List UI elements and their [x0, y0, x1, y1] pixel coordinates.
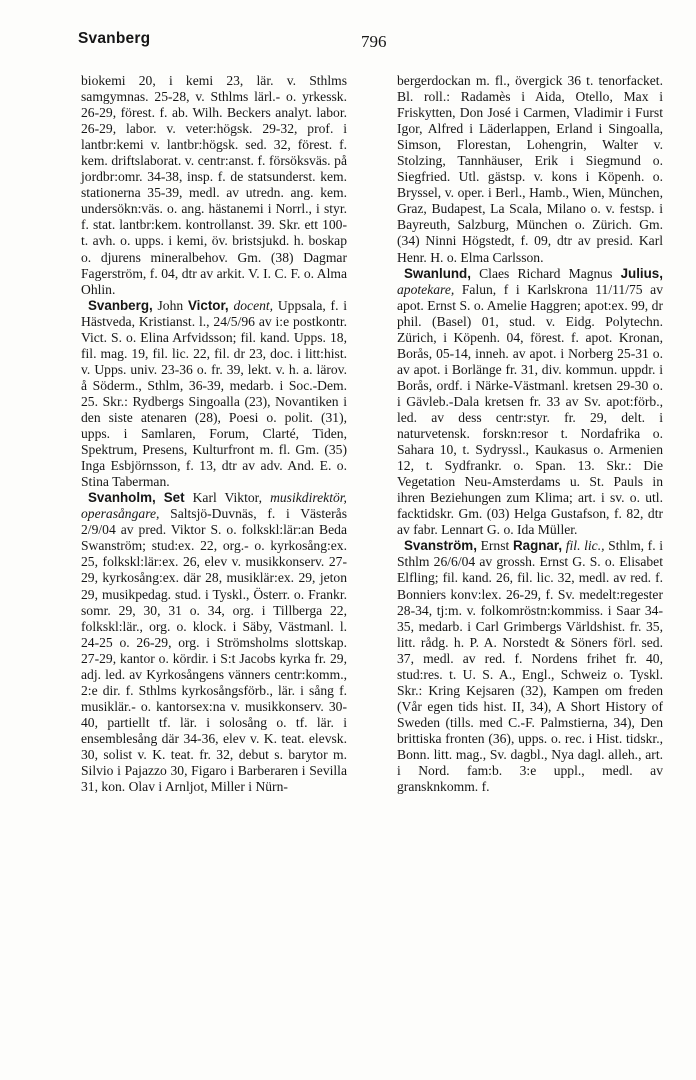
entry-svanholm	[81, 490, 347, 795]
entry-body: Falun, f i Karlskrona 11/11/75 av apot. Ernst S. o. Amelie Haggren; apot:ex. 99, dr phil. (Basel) 01, stud. v. Eidg. Polytechn. Zürich, i Köpenh. 04, förest. f. apot. Kronan, Borås, 05-14, inneh. av apot. i Norberg 25-31 o. av apot. i Borlänge fr. 31, div. kommun. uppdr. i Borås, ordf. i Närke-Västmanl. kretsen 29-30 o. i Gävleb.-Dala kretsen fr. 33 av Sv. apot:förb., led. av dess centr:styr. fr. 29, delt. i naturvetensk. forskn:resor t. Nordafrika o. Sahara 10, t. Sydryssl., Kaukasus o. Armenien 12, t. Sydfrankr. o. Span. 13. Skr.: Die Vegetation Neu-Amsterdams u. St. Pauls in ihren Beziehungen zum Klima; art. i sv. o. utl. facktidskr. Gm. (03) Helga Gustafson, f. 82, dtr av fabr. Lennart G. o. Ida Müller.	[397, 281, 663, 538]
right-column	[397, 73, 663, 795]
entry-first-names: Ernst	[480, 538, 510, 554]
entry-first-names: Claes Richard Magnus	[479, 265, 613, 281]
entry-given-name: Julius,	[620, 265, 663, 281]
entry-first-names: John	[157, 297, 184, 313]
entry-given-name: Set	[163, 490, 185, 506]
entry-given-name: Victor,	[187, 297, 229, 313]
entry-body: Saltsjö-Duvnäs, f. i Västerås 2/9/04 av pred. Viktor S. o. folkskl:lär:an Beda Swanström; stud:ex. 22, org.- o. kyrkosång:ex. 25, folkskl:lär:ex. 26, elev v. musikkonserv. 27-29, kyrkosång:ex. där 28, musiklär:ex. 29, jeton 29, musikpedag. stud. i Tyskl., Österr. o. Frankr. somr. 29, 30, 31 o. 34, org. i Tillberga 22, folkskl:lär., org. o. klock. i Säby, Västmanl. l. 24-25 o. 26-29, org. i Strömsholms slottskap. 27-29, kantor o. kördir. i S:t Jacobs kyrka fr. 29, adj. led. av Kyrkosångens vänners centr:komm., 2:e dir. f. Sthlms kyrkosångsförb., lär. i sång f. musiklär.- o. kantorsex:na v. musikkonserv. 30-40, partiellt tf. lär. i solosång o. tf. lär. i ensemblesång där 34-36, elev v. K. teat. elevsk. 30, solist v. K. teat. fr. 32, debut s. barytor m. Silvio i Pajazzo 30, Figaro i Barberaren i Sevilla 31, kon. Olav i Arnljot, Miller i Nürn-	[81, 506, 347, 795]
page-header	[78, 30, 618, 60]
entry-svanstrom	[397, 538, 663, 795]
page-number: 796	[361, 32, 387, 51]
entry-surname: Svanström,	[404, 538, 477, 554]
entry-surname: Svanberg,	[88, 297, 153, 313]
entry-occupation: docent,	[233, 297, 274, 313]
entry-svanberg	[81, 298, 347, 491]
entry-body: Uppsala, f. i Hästveda, Kristianst. l., 24/5/96 av i:e postkontr. Vict. S. o. Elina Arfvidsson; fil. kand. Upps. 18, fil. mag. 19, fil. lic. 22, fil. dr 23, doc. i litt:hist. v. Upps. univ. 23-36 o. fr. 39, lekt. v. h. a. lärov. å Söderm., Sthlm, 36-39, medarb. i Soc.-Dem. 25. Skr.: Rydbergs Singoalla (23), Novantiken i den siste atenaren (28), Poesi o. polit. (31), upps. i Samlaren, Forum, Clarté, Tiden, Spektrum, Presens, Kulturfront m. fl. Gm. (35) Inga Esbjörnsson, f. 13, dtr av adv. And. E. o. Stina Taberman.	[81, 297, 347, 490]
entry-occupation: apotekare,	[397, 281, 455, 297]
running-head-word: Svanberg	[78, 30, 151, 47]
entry-surname: Svanholm,	[88, 490, 156, 506]
entry-occupation: musikdirektör, operasångare,	[81, 490, 347, 522]
entry-swanlund	[397, 266, 663, 539]
entry-continuation: bergerdockan m. fl., övergick 36 t. tenorfacket. Bl. roll.: Radamès i Aida, Otello, Max i Friskytten, Don José i Carmen, Vladimir i Furst Igor, Alfred i Läderlappen, Erland i Singoalla, Simson, Florestan, Lohengrin, Walter v. Stolzing, Tannhäuser, Erik i Siegmund o. Siegfried. Utl. gästsp. v. kons i Köpenh. o. Bryssel, v. oper. i Berl., Hamb., Wien, München, Graz, Budapest, La Scala, Milano o. v. festsp. i Bayreuth, Salzburg, München o. Zürich. Gm. (34) Ninni Högstedt, f. 09, dtr av presid. Karl Henr. H. o. Elma Carlsson.	[397, 73, 663, 265]
entry-occupation: fil. lic.,	[565, 538, 605, 554]
entry-first-names: Karl Viktor,	[192, 490, 263, 506]
entry-given-name: Ragnar,	[512, 538, 563, 554]
left-column	[81, 73, 347, 795]
entry-body: Sthlm, f. i Sthlm 26/6/04 av grossh. Ernst G. S. o. Elisabet Elfling; fil. kand. 26, fil. lic. 32, medl. av red. f. Bonniers konv:lex. 26-29, f. Sv. medelt:regester 28-34, tj:m. v. folkomröstn:kommiss. i Saar 34-35, medarb. i Carl Grimbergs Världshist. fr. 35, litt. rådg. h. P. A. Norstedt & Söners förl. sed. 37, medl. av red. f. Nordens frihet fr. 40, stud:res. t. U. S. A., Engl., Schweiz o. Tyskl. Skr.: Kring Kejsaren (32), Kampen om freden (Vår egen tids hist. II, 34), A Short History of Sweden (tills. med C.-F. Palmstierna, 34), Den brittiska fronten (36), upps. o. rec. i Hist. tidskr., Bonn. litt. mag., Sv. dagbl., Nya dagl. alleh., art. i Nord. fam:b. 3:e uppl., medl. av gransknkomm. f.	[397, 538, 664, 795]
entry-surname: Swanlund,	[404, 265, 471, 281]
entry-continuation: biokemi 20, i kemi 23, lär. v. Sthlms samgymnas. 25-28, v. Sthlms lärl.- o. yrkessk. 26-29, förest. f. ab. Wilh. Beckers analyt. labor. 26-29, labor. v. veter:högsk. 29-32, prof. i lantbr:kemi v. lantbr:högsk. sed. 32, förest. f. kem. driftslaborat. v. centr:anst. f. försöksväs. på jordbr:omr. 34-38, insp. f. de statsunderst. kem. stationerna 35-39, medl. av utredn. ang. kem. undersökn:väs. o. ang. hästanemi i Norrl., i styr. f. stat. lantbr:kem. kontrollanst. 39. Skr. ett 100-t. avh. o. upps. i kemi, öv. bristsjukd. h. boskap o. djurens mineralbehov. Gm. (38) Dagmar Fagerström, f. 04, dtr av arkit. V. I. C. F. o. Alma Ohlin.	[81, 73, 347, 297]
